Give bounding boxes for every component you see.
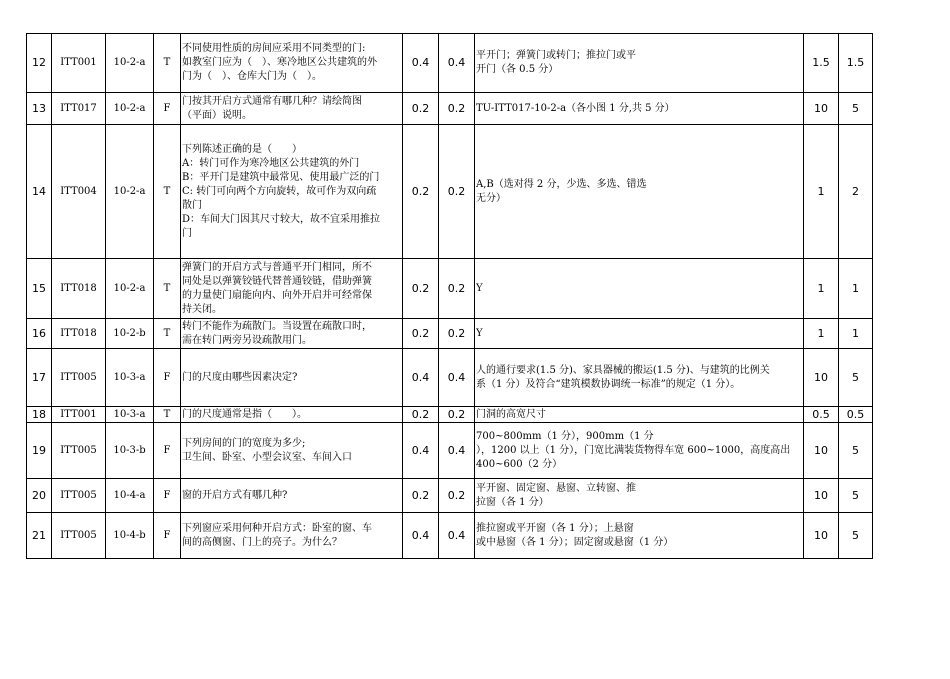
table-row [27, 125, 873, 259]
answer-text [475, 513, 804, 559]
score-a: 0.2 [403, 479, 439, 513]
question-table [26, 33, 873, 559]
section-code: 10-2-a [106, 125, 154, 259]
points-b: 5 [839, 479, 873, 513]
question-text [181, 479, 403, 513]
answer-text [475, 319, 804, 349]
question-text [181, 423, 403, 479]
item-code: ITT005 [52, 423, 106, 479]
section-code: 10-2-a [106, 93, 154, 125]
points-a: 10 [804, 349, 839, 407]
section-code: 10-4-b [106, 513, 154, 559]
answer-text-line: 无分） [476, 192, 506, 204]
answer-text [475, 479, 804, 513]
item-code: ITT017 [52, 93, 106, 125]
row-number: 17 [27, 349, 52, 407]
question-text [181, 407, 403, 423]
answer-text-line: 门洞的高宽尺寸 [476, 408, 546, 420]
question-text [181, 125, 403, 259]
row-number: 14 [27, 125, 52, 259]
points-a: 10 [804, 423, 839, 479]
answer-text-line: 人的通行要求(1.5 分)、家具器械的搬运(1.5 分)、与建筑的比例关 [476, 364, 770, 376]
score-b: 0.4 [439, 423, 475, 479]
score-b: 0.2 [439, 479, 475, 513]
row-number: 19 [27, 423, 52, 479]
table-row [27, 259, 873, 319]
table-row [27, 93, 873, 125]
points-b: 0.5 [839, 407, 873, 423]
score-a: 0.2 [403, 407, 439, 423]
question-type: F [154, 479, 181, 513]
answer-text-line: A,B（选对得 2 分，少选、多选、错选 [476, 178, 647, 190]
row-number: 12 [27, 34, 52, 93]
question-text-line: C: 转门可向两个方向旋转，故可作为双向疏 [182, 185, 377, 197]
answer-text-line: Y [476, 282, 483, 294]
score-b: 0.4 [439, 513, 475, 559]
question-type: F [154, 93, 181, 125]
answer-text [475, 407, 804, 423]
score-b: 0.4 [439, 349, 475, 407]
row-number: 16 [27, 319, 52, 349]
item-code: ITT005 [52, 479, 106, 513]
table-row [27, 423, 873, 479]
score-a: 0.2 [403, 259, 439, 319]
answer-text-line: 400~600（2 分） [476, 458, 563, 470]
answer-text-line: 系（1 分）及符合“建筑模数协调统一标准”的规定（1 分）。 [476, 378, 741, 390]
score-b: 0.2 [439, 319, 475, 349]
question-type: T [154, 407, 181, 423]
row-number: 13 [27, 93, 52, 125]
table-row [27, 513, 873, 559]
points-a: 10 [804, 93, 839, 125]
score-a: 0.2 [403, 93, 439, 125]
question-text-line: 如教室门应为（ ）、寒冷地区公共建筑的外 [182, 57, 377, 68]
section-code: 10-3-a [106, 407, 154, 423]
question-text-line: 需在转门两旁另设疏散用门。 [182, 334, 312, 346]
table-row [27, 34, 873, 93]
score-b: 0.4 [439, 34, 475, 93]
question-text-line: 转门不能作为疏散门。当设置在疏散口时， [182, 320, 372, 332]
answer-text-line: 平开门；弹簧门或转门；推拉门或平 [476, 50, 636, 61]
points-b: 2 [839, 125, 873, 259]
question-text-line: 门 [182, 227, 192, 239]
question-text-line: 门为（ ）、仓库大门为（ ）。 [182, 71, 322, 82]
question-text-line: 间的高侧窗、门上的亮子。为什么？ [182, 536, 342, 548]
table-row [27, 349, 873, 407]
question-text [181, 513, 403, 559]
points-b: 5 [839, 513, 873, 559]
question-text-line: （平面）说明。 [182, 109, 252, 121]
points-b: 5 [839, 93, 873, 125]
section-code: 10-2-b [106, 319, 154, 349]
question-text [181, 259, 403, 319]
score-b: 0.2 [439, 93, 475, 125]
answer-text-line: 平开窗、固定窗、悬窗、立转窗、推 [476, 482, 636, 494]
score-b: 0.2 [439, 407, 475, 423]
row-number: 21 [27, 513, 52, 559]
score-a: 0.4 [403, 423, 439, 479]
points-a: 1 [804, 259, 839, 319]
section-code: 10-4-a [106, 479, 154, 513]
points-b: 1 [839, 259, 873, 319]
table-row [27, 479, 873, 513]
question-text-line: 不同使用性质的房间应采用不同类型的门: [182, 43, 366, 54]
answer-text-line: 拉窗（各 1 分） [476, 496, 549, 508]
score-a: 0.2 [403, 319, 439, 349]
answer-text-line: 开门（各 0.5 分） [476, 64, 559, 75]
item-code: ITT018 [52, 319, 106, 349]
points-a: 10 [804, 513, 839, 559]
points-a: 10 [804, 479, 839, 513]
points-b: 1.5 [839, 34, 873, 93]
question-text [181, 319, 403, 349]
item-code: ITT004 [52, 125, 106, 259]
question-text-line: 卫生间、卧室、小型会议室、车间入口 [182, 451, 352, 463]
section-code: 10-2-a [106, 259, 154, 319]
question-text-line: 门按其开启方式通常有哪几种？请绘简图 [182, 95, 362, 107]
question-type: F [154, 423, 181, 479]
points-b: 1 [839, 319, 873, 349]
points-a: 0.5 [804, 407, 839, 423]
question-text-line: B：平开门是建筑中最常见、使用最广泛的门 [182, 171, 380, 183]
answer-text-line: Y [476, 327, 483, 339]
question-text [181, 349, 403, 407]
answer-text [475, 259, 804, 319]
question-type: T [154, 259, 181, 319]
answer-text-line: 或中悬窗（各 1 分）；固定窗或悬窗（1 分） [476, 536, 674, 548]
table-row [27, 319, 873, 349]
question-text-line: D：车间大门因其尺寸较大，故不宜采用推拉 [182, 213, 381, 225]
question-text [181, 93, 403, 125]
row-number: 20 [27, 479, 52, 513]
row-number: 18 [27, 407, 52, 423]
section-code: 10-3-b [106, 423, 154, 479]
question-text-line: 散门 [182, 199, 202, 211]
points-a: 1 [804, 319, 839, 349]
points-b: 5 [839, 349, 873, 407]
points-a: 1 [804, 125, 839, 259]
question-text-line: A：转门可作为寒冷地区公共建筑的外门 [182, 157, 360, 169]
question-text-line: 下列房间的门的宽度为多少; [182, 437, 306, 449]
answer-text-line: 700~800mm（1 分），900mm（1 分 [476, 430, 654, 442]
question-text-line: 下列窗应采用何种开启方式：卧室的窗、车 [182, 522, 372, 534]
question-text-line: 同处是以弹簧铰链代替普通铰链，借助弹簧 [182, 275, 372, 287]
question-type: T [154, 319, 181, 349]
question-text-line: 弹簧门的开启方式与普通平开门相同，所不 [182, 261, 372, 273]
item-code: ITT018 [52, 259, 106, 319]
question-type: F [154, 513, 181, 559]
score-b: 0.2 [439, 125, 475, 259]
points-a: 1.5 [804, 34, 839, 93]
question-text-line: 门的尺度由哪些因素决定? [182, 371, 298, 383]
item-code: ITT005 [52, 349, 106, 407]
answer-text-line: ），1200 以上（1 分），门宽比满装货物得车宽 600~1000，高度高出 [476, 444, 791, 456]
answer-text [475, 93, 804, 125]
question-text [181, 34, 403, 93]
item-code: ITT001 [52, 34, 106, 93]
score-a: 0.4 [403, 34, 439, 93]
table-row [27, 407, 873, 423]
points-b: 5 [839, 423, 873, 479]
answer-text [475, 34, 804, 93]
item-code: ITT001 [52, 407, 106, 423]
question-text-line: 的力量使门扇能向内、向外开启并可经常保 [182, 289, 372, 301]
question-type: F [154, 349, 181, 407]
answer-text [475, 349, 804, 407]
section-code: 10-2-a [106, 34, 154, 93]
score-a: 0.4 [403, 349, 439, 407]
table-body [27, 34, 873, 559]
score-a: 0.2 [403, 125, 439, 259]
question-text-line: 下列陈述正确的是（ ） [182, 143, 302, 155]
answer-text [475, 125, 804, 259]
score-b: 0.2 [439, 259, 475, 319]
row-number: 15 [27, 259, 52, 319]
answer-text-line: 推拉窗或平开窗（各 1 分）；上悬窗 [476, 522, 634, 534]
answer-text [475, 423, 804, 479]
score-a: 0.4 [403, 513, 439, 559]
section-code: 10-3-a [106, 349, 154, 407]
answer-text-line: TU-ITT017-10-2-a（各小图 1 分,共 5 分） [476, 102, 675, 114]
item-code: ITT005 [52, 513, 106, 559]
question-type: T [154, 125, 181, 259]
question-text-line: 门的尺度通常是指（ ）。 [182, 408, 307, 420]
question-text-line: 窗的开启方式有哪几种? [182, 489, 288, 501]
question-text-line: 持关闭。 [182, 303, 222, 315]
question-type: T [154, 34, 181, 93]
